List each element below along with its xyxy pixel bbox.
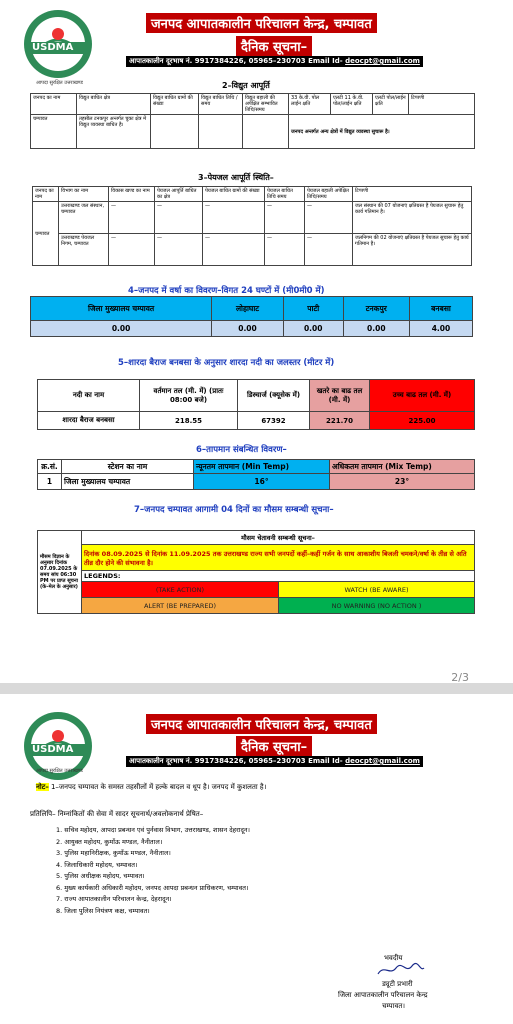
table-cell: 218.55 <box>140 412 238 430</box>
table-header: एलटी 11 के.वी. पोल/लाईन क्षति <box>331 94 373 115</box>
table-header: विकास खण्ड का नाम <box>109 187 155 202</box>
header-title: जनपद आपातकालीन परिचालन केन्द्र, चम्पावत <box>146 13 377 33</box>
table-header: पेयजल आपूर्ति बाधित का क्षेत्र <box>155 187 203 202</box>
page-number: 2/3 <box>451 671 469 684</box>
table-cell: 0.00 <box>212 321 284 337</box>
weather-table <box>37 530 475 614</box>
copy-heading: प्रतिलिपि– निम्नांकितों की सेवा में सादर सूचनार्थ/अवलोकनार्थ प्रेषित– <box>30 810 204 818</box>
table-header: खतरे का बाढ तल (मी. में) <box>310 380 370 412</box>
table-cell: 1 <box>38 474 62 490</box>
legend-no-warning: NO WARNING (NO ACTION ) <box>279 598 475 614</box>
water-table <box>32 186 472 266</box>
table-header-row <box>31 94 475 115</box>
table-cell: जनपद अन्तर्गत अन्य क्षेत्रों में विद्युत व्यवस्था सुचारू है। <box>289 115 475 149</box>
table-header-row <box>33 187 472 202</box>
table-cell: — <box>265 234 305 266</box>
sign-regards: भवदीय <box>384 954 403 962</box>
contact-phone: आपातकालीन दूरभाष नं. 9917384226, 05965–230703 <box>129 57 306 65</box>
table-cell: — <box>155 202 203 234</box>
email-label: Email Id- <box>308 757 343 765</box>
table-cell: — <box>305 234 353 266</box>
header-subtitle: दैनिक सूचना– <box>236 36 312 56</box>
table-cell: 0.00 <box>343 321 409 337</box>
table-cell: चम्पावत <box>31 115 77 149</box>
table-header: टनकपुर <box>343 297 409 321</box>
email-link[interactable]: deocpt@gmail.com <box>345 757 420 765</box>
table-cell: जलनिगम की 02 योजनाएं क्षतिग्रस्त है पेयजल सुचारू हेतु कार्य गतिमान है। <box>353 234 472 266</box>
weather-side-label: मौसम विज्ञान के अनुसार दिनांक 07.09.2025 के समय सांय 06:30 PM पर प्राप्त सूचना (के–मेल के अनुसार) <box>38 531 82 614</box>
table-cell: — <box>203 234 265 266</box>
table-row <box>38 474 475 490</box>
document-page-2 <box>0 694 513 1024</box>
table-row <box>33 202 472 234</box>
table-header: 33 के.वी. पोल लाईन क्षति <box>289 94 331 115</box>
table-header: डिस्चार्ज (क्यूसेक में) <box>238 380 310 412</box>
note-text: 1–जनपद चम्पावत के समस्त तहसीलों में हल्के बादल व धूप है। जनपद में कुशलता है। <box>50 783 267 791</box>
legend-take-action: (TAKE ACTION) <box>82 582 279 598</box>
table-header: न्यूनतम तापमान (Min Temp) <box>194 460 330 474</box>
list-item: 8. जिला पुलिस नियंत्रण कक्ष, चम्पावत। <box>56 906 150 915</box>
list-item: 5. पुलिस अधीक्षक महोदय, चम्पावत। <box>56 872 145 880</box>
table-cell: जल संस्थान की 07 योजनाएं क्षतिग्रस्त है पेयजल सुचारू हेतु कार्य गतिमान है। <box>353 202 472 234</box>
table-cell: — <box>155 234 203 266</box>
sign-place: चम्पावत। <box>382 1002 406 1010</box>
list-item: 4. जिलाधिकारी महोदय, चम्पावत। <box>56 860 138 869</box>
recipient-list <box>56 825 250 917</box>
table-header-row <box>38 460 475 474</box>
logo-text: USDMA <box>32 744 74 755</box>
weather-heading: 7–जनपद चम्पावत आगामी 04 दिनों का मौसम सम्बन्धी सूचना– <box>134 505 334 515</box>
table-row <box>31 321 473 337</box>
weather-box-title: मौसम चेतावनी सम्बन्धी सूचना– <box>82 531 475 545</box>
temp-heading: 6–तापमान संबन्धित विवरण– <box>196 445 287 455</box>
note-label: नोट– <box>36 783 49 791</box>
river-table <box>37 379 475 430</box>
note-line <box>36 783 266 792</box>
legend-alert: ALERT (BE PREPARED) <box>82 598 279 614</box>
weather-warning: दिनांक 08.09.2025 से दिनांक 11.09.2025 तक उत्तराखण्ड राज्य सभी जनपदों कहीं–कहीं गर्जन के साथ आकाशीय बिजली चमकने/वर्षा के तीव्र से अति तीव्र दौर होने की संभावना है। <box>82 545 475 571</box>
power-table <box>30 93 475 149</box>
table-cell: 23° <box>330 474 475 490</box>
table-cell: 225.00 <box>370 412 475 430</box>
table-cell: — <box>265 202 305 234</box>
table-header: विद्युत बाधित ग्रामों की संख्या <box>151 94 199 115</box>
table-header: टिप्पणी <box>409 94 475 115</box>
signature-image <box>376 962 426 978</box>
power-heading: 2–विद्युत आपूर्ति <box>222 81 270 90</box>
table-header: जिला मुख्यालय चम्पावत <box>31 297 212 321</box>
table-cell: — <box>109 234 155 266</box>
list-item: 3. पुलिस महानिरीक्षक, कुमाँऊ मण्डल, नैनीताल। <box>56 849 171 857</box>
table-cell: जिला मुख्यालय चम्पावत <box>62 474 194 490</box>
list-item: 2. आयुक्त महोदय, कुमाँऊ मण्डल, नैनीताल। <box>56 837 163 846</box>
table-header: वर्तमान तल (मी. में) (प्रातः 08:00 बजे) <box>140 380 238 412</box>
contact-bar <box>126 756 423 767</box>
table-header: विद्युत बाधित क्षेत्र <box>77 94 151 115</box>
table-header: नदी का नाम <box>38 380 140 412</box>
table-header: अधिकतम तापमान (Mix Temp) <box>330 460 475 474</box>
table-cell: 0.00 <box>283 321 343 337</box>
list-item: 6. मुख्य कार्यकारी अधिकारी महोदय, जनपद आपदा प्रबन्धन प्राधिकरण, चम्पावत। <box>56 883 249 892</box>
river-heading: 5–शारदा बैराज बनबसा के अनुसार शारदा नदी का जलस्तर (मीटर में) <box>118 358 335 368</box>
table-row <box>38 582 475 598</box>
table-cell: 16° <box>194 474 330 490</box>
sign-office: जिला आपातकालीन परिचालन केन्द्र <box>338 991 428 999</box>
list-item: 1. सचिव महोदय, आपदा प्रबन्धन एवं पुर्नवास विभाग, उत्तराखण्ड, शासन देहरादून। <box>56 826 250 834</box>
table-row <box>38 598 475 614</box>
logo-text: USDMA <box>32 42 74 53</box>
rain-heading: 4–जनपद में वर्षा का विवरण–विगत 24 घण्टों में (मी0मी0 में) <box>128 286 325 296</box>
table-cell: 67392 <box>238 412 310 430</box>
list-item: 7. राज्य आपातकालीन परिचालन केन्द्र, देहरादून। <box>56 895 172 903</box>
contact-phone: आपातकालीन दूरभाष नं. 9917384226, 05965–230703 <box>129 757 306 765</box>
table-header: स्टेशन का नाम <box>62 460 194 474</box>
email-label: Email Id- <box>308 57 343 65</box>
table-header: एलटी पोल/लाईन क्षति <box>373 94 409 115</box>
table-cell: 221.70 <box>310 412 370 430</box>
table-row <box>38 531 475 545</box>
table-header-row <box>31 297 473 321</box>
table-cell: उत्तराखण्ड पेयजल निगम, चम्पावत <box>59 234 109 266</box>
table-row <box>38 571 475 582</box>
table-row <box>31 115 475 149</box>
sign-designation: ड्यूटी प्रभारी <box>382 980 413 988</box>
table-cell: 0.00 <box>31 321 212 337</box>
contact-bar <box>126 56 423 67</box>
table-header: टिप्पणी <box>353 187 472 202</box>
table-header: लोहाघाट <box>212 297 284 321</box>
temp-table <box>37 459 475 490</box>
table-header: विद्युत बहाली की अपेक्षित सम्भावित तिथि/समय <box>243 94 289 115</box>
table-header: विद्युत बाधित तिथि / समय <box>199 94 243 115</box>
header-subtitle: दैनिक सूचना– <box>236 736 312 756</box>
header-title: जनपद आपातकालीन परिचालन केन्द्र, चम्पावत <box>146 714 377 734</box>
table-cell: 4.00 <box>409 321 472 337</box>
table-header: जनपद का नाम <box>33 187 59 202</box>
table-row <box>33 234 472 266</box>
legend-watch: WATCH (BE AWARE) <box>279 582 475 598</box>
table-header: उच्च बाढ तल (मी. में) <box>370 380 475 412</box>
table-header: क्र.सं. <box>38 460 62 474</box>
table-header: पेयजल बहाली अपेक्षित तिथि/समय <box>305 187 353 202</box>
logo-caption: आपदा सुरक्षित उत्तराखण्ड <box>36 768 83 774</box>
table-header: विभाग का नाम <box>59 187 109 202</box>
email-link[interactable]: deocpt@gmail.com <box>345 57 420 65</box>
table-header: जनपद का नाम <box>31 94 77 115</box>
table-header: पेयजल बाधित तिथि समय <box>265 187 305 202</box>
table-cell: — <box>203 202 265 234</box>
table-cell: — <box>109 202 155 234</box>
table-row <box>38 412 475 430</box>
table-cell: उत्तराखण्ड जल संस्थान, चम्पावत <box>59 202 109 234</box>
table-row <box>38 545 475 571</box>
table-cell: — <box>305 202 353 234</box>
water-heading: 3–पेयजल आपूर्ति स्थिति– <box>198 173 274 182</box>
table-header: पेयजल बाधित ग्रामों की संख्या <box>203 187 265 202</box>
rain-table <box>30 296 473 337</box>
logo-caption: आपदा सुरक्षित उत्तराखण्ड <box>36 80 83 86</box>
table-cell: चम्पावत <box>33 202 59 266</box>
table-cell: तहसील टनकपुर अन्तर्गत चुका क्षेत्र में विद्युत व्यवस्था बाधित है। <box>77 115 151 149</box>
table-header: बनबसा <box>409 297 472 321</box>
table-cell: शारदा बैराज बनबसा <box>38 412 140 430</box>
legend-title: LEGENDS: <box>82 571 475 582</box>
table-header-row <box>38 380 475 412</box>
table-header: पाटी <box>283 297 343 321</box>
